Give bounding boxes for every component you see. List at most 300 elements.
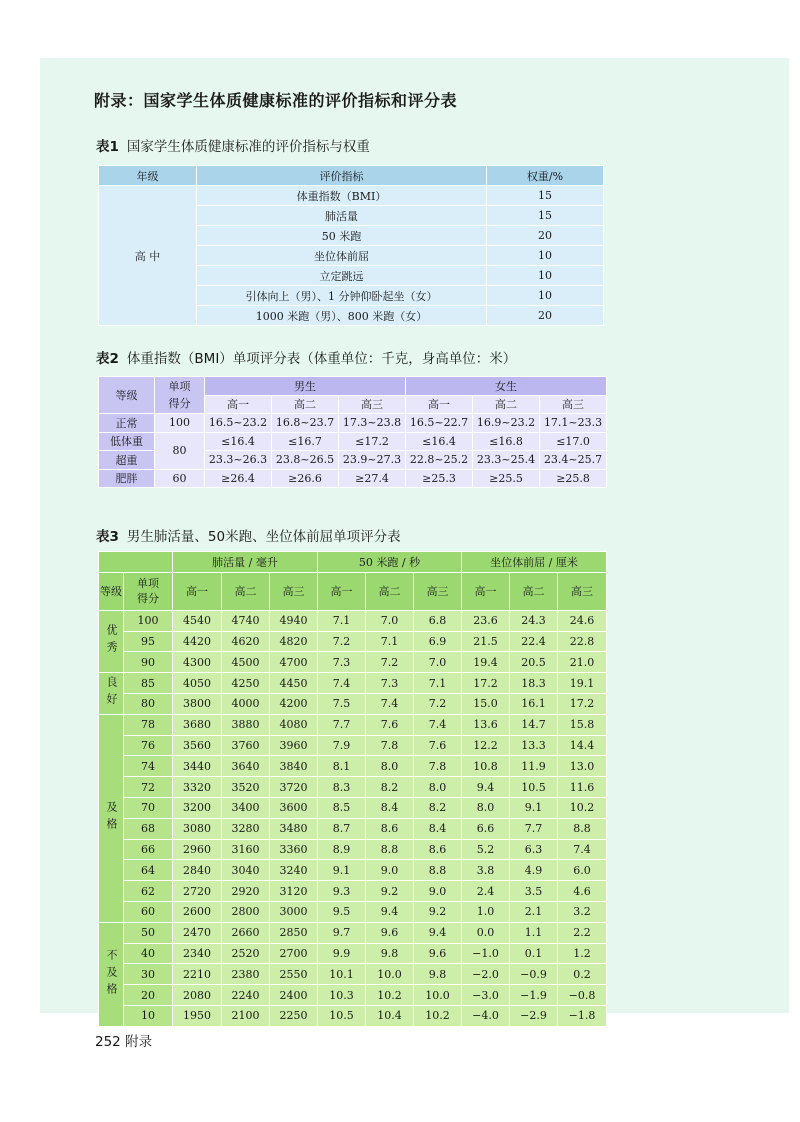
table3-score: 78	[124, 714, 173, 735]
table2-cell: ≤16.4	[406, 432, 473, 451]
table3-row	[99, 881, 607, 902]
table3-cell: 9.2	[366, 881, 414, 902]
table3-cell: 9.3	[318, 881, 366, 902]
table3-cell: 21.0	[558, 652, 607, 673]
table2-cell: 22.8~25.2	[406, 451, 473, 470]
table3-row	[99, 756, 607, 777]
table3-score: 62	[124, 881, 173, 902]
table3-cell: 3400	[222, 797, 270, 818]
table3-cell: 9.7	[318, 922, 366, 943]
table3-cell: 9.8	[414, 964, 462, 985]
table3-cell: 2340	[173, 943, 222, 964]
table2-cell: 23.3~25.4	[473, 451, 540, 470]
table3-cell: 3800	[173, 693, 222, 714]
table3-cell: −4.0	[462, 1005, 510, 1026]
table3-cell: 8.2	[414, 797, 462, 818]
table3-level-text: 及格	[105, 801, 118, 836]
table3-cell: 7.0	[414, 652, 462, 673]
table3-cell: 3.2	[558, 901, 607, 922]
table3-cell: 10.3	[318, 985, 366, 1006]
table3-row	[99, 735, 607, 756]
table2-grade-header: 高一	[205, 395, 272, 414]
table1-grade: 高 中	[99, 186, 197, 326]
table3-cell: 5.2	[462, 839, 510, 860]
table3-cell: 3280	[222, 818, 270, 839]
table3-cell: 9.4	[462, 777, 510, 798]
table2-cell: ≥27.4	[339, 469, 406, 488]
table3-level	[99, 610, 124, 672]
table3-cell: 14.7	[510, 714, 558, 735]
table3-header-level: 等级	[99, 572, 124, 610]
table3-header-score: 单项得分	[124, 572, 173, 610]
table3-cell: 11.9	[510, 756, 558, 777]
table3-cell: 6.6	[462, 818, 510, 839]
table3-cell: 9.8	[366, 943, 414, 964]
table3-cell: 3120	[270, 881, 318, 902]
table2-header-level: 等级	[99, 377, 155, 414]
table3-cell: 15.0	[462, 693, 510, 714]
table3-level-text: 优秀	[105, 624, 118, 659]
table2-cell: ≤16.7	[272, 432, 339, 451]
table1-weight: 10	[487, 266, 604, 286]
table3-cell: 15.8	[558, 714, 607, 735]
table3-grade-header: 高二	[510, 572, 558, 610]
table2-cell: ≤17.2	[339, 432, 406, 451]
table3-cell: 2960	[173, 839, 222, 860]
table3-grade-header: 高二	[222, 572, 270, 610]
table3-cell: 9.6	[366, 922, 414, 943]
table3-row	[99, 839, 607, 860]
table1-weight: 20	[487, 226, 604, 246]
table3-cell: 10.0	[414, 985, 462, 1006]
table3-cell: 7.4	[318, 673, 366, 694]
table3-grade-header: 高三	[558, 572, 607, 610]
table3-cell: 10.0	[366, 964, 414, 985]
table3-cell: 7.1	[318, 610, 366, 631]
table3-score: 76	[124, 735, 173, 756]
table3-score: 66	[124, 839, 173, 860]
table2-header-female: 女生	[406, 377, 607, 396]
table3-cell: 8.9	[318, 839, 366, 860]
table3-cell: 4700	[270, 652, 318, 673]
table3-cell: 4420	[173, 631, 222, 652]
table3-cell: 7.2	[366, 652, 414, 673]
table2-cell: 23.4~25.7	[540, 451, 607, 470]
table3-cell: 7.3	[366, 673, 414, 694]
table2-cell: ≥25.8	[540, 469, 607, 488]
table3-cell: 13.0	[558, 756, 607, 777]
table3-cell: 7.6	[366, 714, 414, 735]
table3-cell: 4300	[173, 652, 222, 673]
table3-cell: 2.4	[462, 881, 510, 902]
table3-row	[99, 777, 607, 798]
table3-cell: 11.6	[558, 777, 607, 798]
table3-row	[99, 943, 607, 964]
table3-cell: 9.5	[318, 901, 366, 922]
table2-level: 肥胖	[99, 469, 155, 488]
table3-cell: 0.1	[510, 943, 558, 964]
table3-cell: 7.4	[414, 714, 462, 735]
table3-cell: 3880	[222, 714, 270, 735]
table3-cell: 2720	[173, 881, 222, 902]
table1	[98, 165, 604, 326]
table3-cell: 12.2	[462, 735, 510, 756]
page-number: 252	[95, 1034, 121, 1050]
table3-cell: 6.0	[558, 860, 607, 881]
table3-cell: −1.8	[558, 1005, 607, 1026]
table3-cell: 3240	[270, 860, 318, 881]
table3-cell: 2520	[222, 943, 270, 964]
table3-cell: −0.9	[510, 964, 558, 985]
table2-grade-header: 高一	[406, 395, 473, 414]
table3-row	[99, 610, 607, 631]
table3-cell: 9.1	[318, 860, 366, 881]
table3-cell: 3840	[270, 756, 318, 777]
table3-level-text: 不及格	[105, 948, 118, 1000]
table1-header: 年级	[99, 166, 197, 186]
table1-weight: 20	[487, 306, 604, 326]
table2-cell: ≤16.4	[205, 432, 272, 451]
table3-cell: 3720	[270, 777, 318, 798]
table3-cell: 8.5	[318, 797, 366, 818]
table3-cell: 24.3	[510, 610, 558, 631]
table3-cell: 1950	[173, 1005, 222, 1026]
table3-cell: 22.8	[558, 631, 607, 652]
table2-score: 80	[155, 432, 205, 469]
table3-cell: 8.4	[366, 797, 414, 818]
table1-indicator: 1000 米跑（男）、800 米跑（女）	[197, 306, 487, 326]
table3-row	[99, 818, 607, 839]
table3-cell: 7.8	[414, 756, 462, 777]
table2-cell: ≤17.0	[540, 432, 607, 451]
table3-cell: 3000	[270, 901, 318, 922]
table1-header: 评价指标	[197, 166, 487, 186]
table3-number: 表3	[96, 529, 119, 545]
table3-cell: 7.1	[366, 631, 414, 652]
table2-cell: 17.1~23.3	[540, 414, 607, 433]
table3-cell: 2800	[222, 901, 270, 922]
table3-cell: 7.1	[414, 673, 462, 694]
table3-level	[99, 714, 124, 922]
table3-cell: 2850	[270, 922, 318, 943]
table1-weight: 10	[487, 286, 604, 306]
table3-cell: −0.8	[558, 985, 607, 1006]
table3-cell: 9.9	[318, 943, 366, 964]
table3-cell: 2400	[270, 985, 318, 1006]
table3-cell: 8.0	[414, 777, 462, 798]
table2-level: 低体重	[99, 432, 155, 451]
table3-cell: 10.2	[366, 985, 414, 1006]
table3-score: 85	[124, 673, 173, 694]
table3-cell: 6.9	[414, 631, 462, 652]
table3-cell: 4940	[270, 610, 318, 631]
table3	[98, 551, 607, 1027]
table2-level: 正常	[99, 414, 155, 433]
table3-score: 30	[124, 964, 173, 985]
table3-caption-text: 男生肺活量、50米跑、坐位体前屈单项评分表	[126, 529, 401, 545]
table3-cell: 8.8	[558, 818, 607, 839]
table3-score: 50	[124, 922, 173, 943]
table2-cell: 16.9~23.2	[473, 414, 540, 433]
table2-score: 100	[155, 414, 205, 433]
table3-cell: 21.5	[462, 631, 510, 652]
table3-score: 80	[124, 693, 173, 714]
table3-cell: 7.4	[366, 693, 414, 714]
table1-caption-text: 国家学生体质健康标准的评价指标与权重	[126, 139, 370, 155]
table3-cell: 3320	[173, 777, 222, 798]
table3-cell: 20.5	[510, 652, 558, 673]
table1-indicator: 引体向上（男）、1 分钟仰卧起坐（女）	[197, 286, 487, 306]
table3-cell: 8.4	[414, 818, 462, 839]
table3-cell: 9.0	[366, 860, 414, 881]
table3-cell: 3480	[270, 818, 318, 839]
table3-cell: 8.3	[318, 777, 366, 798]
table3-score: 72	[124, 777, 173, 798]
table2-cell: ≥26.6	[272, 469, 339, 488]
table2-cell: 23.8~26.5	[272, 451, 339, 470]
table2-number: 表2	[96, 351, 119, 367]
table3-caption	[96, 525, 401, 545]
table3-cell: 4080	[270, 714, 318, 735]
table3-cell: 3560	[173, 735, 222, 756]
table1-indicator: 50 米跑	[197, 226, 487, 246]
table3-cell: 1.1	[510, 922, 558, 943]
table2-cell: ≤16.8	[473, 432, 540, 451]
table3-cell: 10.2	[558, 797, 607, 818]
table3-cell: −1.9	[510, 985, 558, 1006]
table3-cell: 7.7	[318, 714, 366, 735]
table2-header-male: 男生	[205, 377, 406, 396]
table3-row	[99, 631, 607, 652]
table2-grade-header: 高二	[473, 395, 540, 414]
table3-cell: 3.5	[510, 881, 558, 902]
table3-cell: 8.7	[318, 818, 366, 839]
table3-cell: 3200	[173, 797, 222, 818]
table3-cell: 24.6	[558, 610, 607, 631]
table3-cell: 13.6	[462, 714, 510, 735]
table3-cell: 19.4	[462, 652, 510, 673]
table2	[98, 376, 607, 488]
table3-cell: 2470	[173, 922, 222, 943]
table3-row	[99, 714, 607, 735]
table3-score: 90	[124, 652, 173, 673]
table3-cell: 14.4	[558, 735, 607, 756]
table3-cell: 3640	[222, 756, 270, 777]
table3-cell: 2210	[173, 964, 222, 985]
table3-cell: −3.0	[462, 985, 510, 1006]
table3-cell: 3360	[270, 839, 318, 860]
table3-cell: 9.4	[366, 901, 414, 922]
table3-cell: −1.0	[462, 943, 510, 964]
table3-cell: 8.0	[462, 797, 510, 818]
table2-cell: 23.9~27.3	[339, 451, 406, 470]
table3-cell: 4620	[222, 631, 270, 652]
table3-cell: 16.1	[510, 693, 558, 714]
table3-grade-header: 高一	[462, 572, 510, 610]
table2-header-score: 单项得分	[155, 377, 205, 414]
table3-cell: 3040	[222, 860, 270, 881]
table3-cell: 3.8	[462, 860, 510, 881]
table3-cell: 9.1	[510, 797, 558, 818]
table3-cell: 8.8	[366, 839, 414, 860]
table2-caption-text: 体重指数（BMI）单项评分表（体重单位：千克，身高单位：米）	[126, 351, 517, 367]
table2-cell: 16.5~23.2	[205, 414, 272, 433]
table3-level-text: 良好	[105, 676, 118, 711]
page-footer	[95, 1030, 152, 1050]
table3-row	[99, 652, 607, 673]
table3-cell: 2240	[222, 985, 270, 1006]
table3-grade-header: 高一	[173, 572, 222, 610]
table3-cell: −2.9	[510, 1005, 558, 1026]
table2-cell: 17.3~23.8	[339, 414, 406, 433]
table3-grade-header: 高三	[270, 572, 318, 610]
table3-cell: 19.1	[558, 673, 607, 694]
table3-cell: 0.2	[558, 964, 607, 985]
table3-cell: 2100	[222, 1005, 270, 1026]
table3-cell: 4450	[270, 673, 318, 694]
table2-cell: 16.5~22.7	[406, 414, 473, 433]
table3-cell: 8.0	[366, 756, 414, 777]
table3-cell: 4.6	[558, 881, 607, 902]
table3-cell: 6.3	[510, 839, 558, 860]
table3-cell: 4820	[270, 631, 318, 652]
table3-grade-header: 高二	[366, 572, 414, 610]
table3-cell: 8.8	[414, 860, 462, 881]
table3-score: 10	[124, 1005, 173, 1026]
table3-cell: 2550	[270, 964, 318, 985]
table3-cell: 8.2	[366, 777, 414, 798]
table3-cell: 7.0	[366, 610, 414, 631]
table3-cell: 10.8	[462, 756, 510, 777]
table3-cell: 17.2	[462, 673, 510, 694]
table3-cell: 4500	[222, 652, 270, 673]
table1-number: 表1	[96, 139, 119, 155]
table3-cell: 10.4	[366, 1005, 414, 1026]
table3-cell: 7.9	[318, 735, 366, 756]
table1-row	[99, 186, 604, 206]
table3-row	[99, 922, 607, 943]
table3-cell: 4740	[222, 610, 270, 631]
table3-cell: 7.7	[510, 818, 558, 839]
table1-indicator: 肺活量	[197, 206, 487, 226]
table3-score: 20	[124, 985, 173, 1006]
table3-cell: 7.6	[414, 735, 462, 756]
table3-cell: 9.2	[414, 901, 462, 922]
table3-cell: 4050	[173, 673, 222, 694]
page-title: 附录：国家学生体质健康标准的评价指标和评分表	[94, 91, 458, 110]
table3-cell: 2250	[270, 1005, 318, 1026]
table3-row	[99, 985, 607, 1006]
table3-level	[99, 922, 124, 1026]
table3-score: 95	[124, 631, 173, 652]
table3-cell: 3680	[173, 714, 222, 735]
table3-cell: 2600	[173, 901, 222, 922]
table2-cell: 16.8~23.7	[272, 414, 339, 433]
table3-header-sit: 坐位体前屈 / 厘米	[462, 552, 607, 573]
table3-cell: 2920	[222, 881, 270, 902]
table3-cell: 0.0	[462, 922, 510, 943]
table2-caption	[96, 347, 516, 367]
table2-level: 超重	[99, 451, 155, 470]
table3-cell: 7.8	[366, 735, 414, 756]
table3-cell: 3760	[222, 735, 270, 756]
table3-cell: 17.2	[558, 693, 607, 714]
table3-cell: 2080	[173, 985, 222, 1006]
footer-label: 附录	[125, 1034, 153, 1050]
table3-score: 70	[124, 797, 173, 818]
table2-grade-header: 高二	[272, 395, 339, 414]
table2-grade-header: 高三	[339, 395, 406, 414]
table3-cell: 3160	[222, 839, 270, 860]
table3-cell: 10.5	[510, 777, 558, 798]
table3-cell: 8.1	[318, 756, 366, 777]
table3-cell: 4000	[222, 693, 270, 714]
table3-cell: 3960	[270, 735, 318, 756]
table2-cell: ≥25.5	[473, 469, 540, 488]
table3-level	[99, 673, 124, 715]
table3-cell: 2.2	[558, 922, 607, 943]
table1-weight: 15	[487, 186, 604, 206]
table3-cell: 4540	[173, 610, 222, 631]
table3-cell: 2840	[173, 860, 222, 881]
table1-indicator: 立定跳远	[197, 266, 487, 286]
table3-cell: −2.0	[462, 964, 510, 985]
table1-indicator: 坐位体前屈	[197, 246, 487, 266]
table3-cell: 23.6	[462, 610, 510, 631]
table1-caption	[96, 135, 370, 155]
table3-cell: 10.1	[318, 964, 366, 985]
table2-score: 60	[155, 469, 205, 488]
table3-cell: 2380	[222, 964, 270, 985]
table2-grade-header: 高三	[540, 395, 607, 414]
table3-cell: 2.1	[510, 901, 558, 922]
table3-row	[99, 693, 607, 714]
table3-cell: 8.6	[366, 818, 414, 839]
table3-cell: 13.3	[510, 735, 558, 756]
table1-header: 权重/%	[487, 166, 604, 186]
table1-weight: 15	[487, 206, 604, 226]
table3-cell: 7.2	[414, 693, 462, 714]
table3-cell: 7.3	[318, 652, 366, 673]
table3-row	[99, 1005, 607, 1026]
table1-indicator: 体重指数（BMI）	[197, 186, 487, 206]
table3-score: 64	[124, 860, 173, 881]
table3-cell: 10.5	[318, 1005, 366, 1026]
table2-cell: ≥26.4	[205, 469, 272, 488]
table3-cell: 9.4	[414, 922, 462, 943]
table3-grade-header: 高一	[318, 572, 366, 610]
table3-cell: 3600	[270, 797, 318, 818]
table3-score: 74	[124, 756, 173, 777]
table3-cell: 3080	[173, 818, 222, 839]
table3-row	[99, 797, 607, 818]
table3-row	[99, 901, 607, 922]
table3-cell: 3440	[173, 756, 222, 777]
table2-cell: ≥25.3	[406, 469, 473, 488]
table3-cell: 1.0	[462, 901, 510, 922]
table3-score: 60	[124, 901, 173, 922]
table3-cell: 7.4	[558, 839, 607, 860]
table3-cell: 9.0	[414, 881, 462, 902]
table3-cell: 8.6	[414, 839, 462, 860]
table3-cell: 3520	[222, 777, 270, 798]
table3-cell: 9.6	[414, 943, 462, 964]
table3-cell: 4250	[222, 673, 270, 694]
table3-score: 68	[124, 818, 173, 839]
table3-row	[99, 964, 607, 985]
table3-cell: 2660	[222, 922, 270, 943]
table3-cell: 22.4	[510, 631, 558, 652]
